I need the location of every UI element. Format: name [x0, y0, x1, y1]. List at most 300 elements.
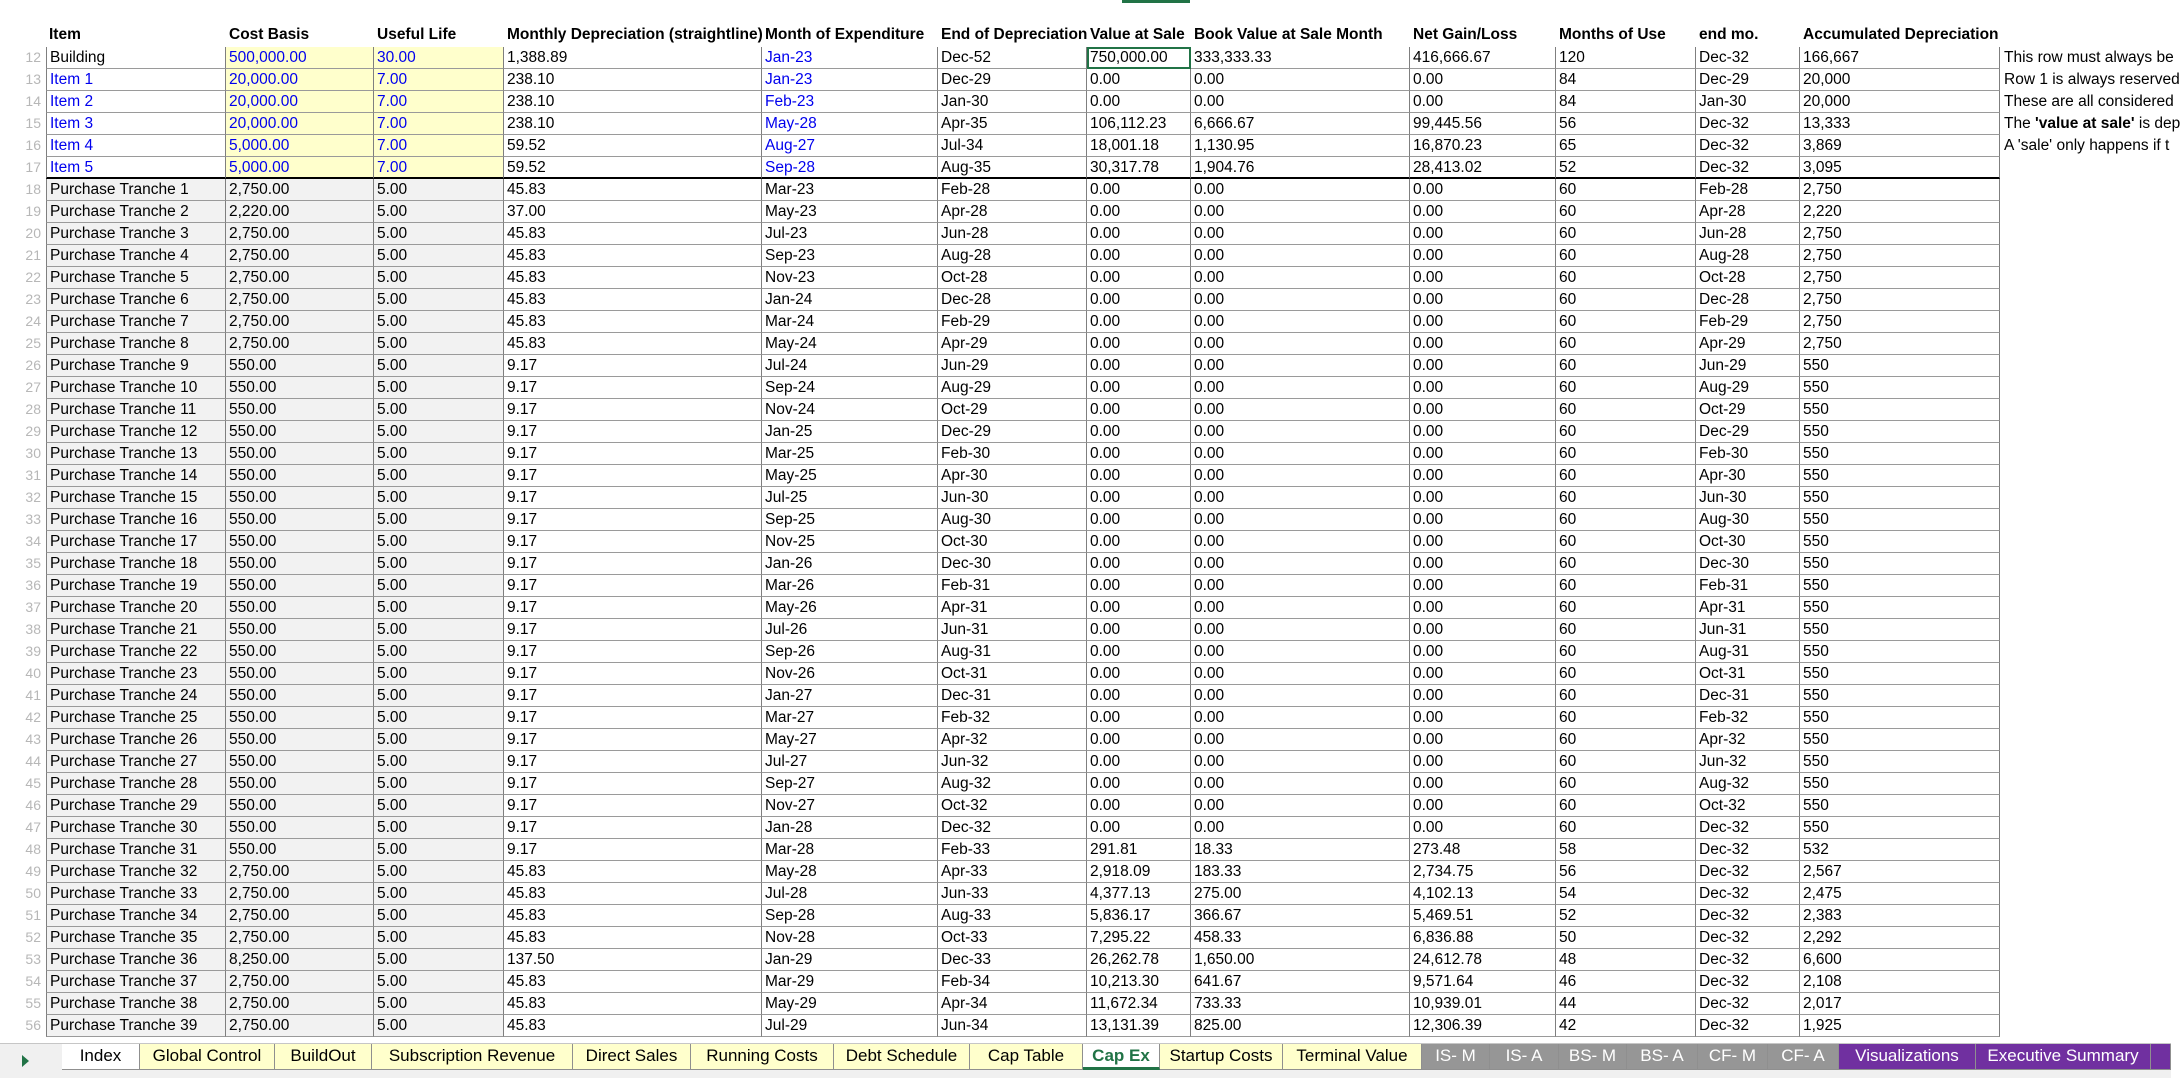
cell-value-at-sale[interactable]: 0.00 [1087, 399, 1191, 421]
cell-month-of-expenditure[interactable]: Jul-26 [762, 619, 938, 641]
cell-month-of-expenditure[interactable]: Jan-27 [762, 685, 938, 707]
cell-value-at-sale[interactable]: 18,001.18 [1087, 135, 1191, 157]
cell-value-at-sale[interactable]: 0.00 [1087, 421, 1191, 443]
tab-buildout[interactable]: BuildOut [275, 1044, 372, 1070]
cell-end-month[interactable]: Dec-32 [1696, 157, 1800, 179]
cell-months-of-use[interactable]: 60 [1556, 245, 1696, 267]
cell-month-of-expenditure[interactable]: May-29 [762, 993, 938, 1015]
cell-item[interactable]: Purchase Tranche 30 [46, 817, 226, 839]
cell-value-at-sale[interactable]: 0.00 [1087, 531, 1191, 553]
cell-months-of-use[interactable]: 60 [1556, 553, 1696, 575]
tab-index[interactable]: Index [62, 1044, 140, 1070]
cell-useful-life[interactable]: 5.00 [374, 927, 504, 949]
row-number[interactable]: 49 [25, 863, 41, 879]
cell-item[interactable]: Purchase Tranche 10 [46, 377, 226, 399]
cell-end-of-depreciation[interactable]: Dec-33 [938, 949, 1087, 971]
cell-end-month[interactable]: Dec-32 [1696, 817, 1800, 839]
cell-accumulated-depreciation[interactable]: 550 [1800, 707, 2000, 729]
cell-item[interactable]: Purchase Tranche 21 [46, 619, 226, 641]
row-number[interactable]: 28 [25, 401, 41, 417]
cell-net-gain-loss[interactable]: 24,612.78 [1410, 949, 1556, 971]
cell-value-at-sale[interactable]: 0.00 [1087, 245, 1191, 267]
cell-monthly-depreciation[interactable]: 9.17 [504, 355, 762, 377]
cell-month-of-expenditure[interactable]: Nov-23 [762, 267, 938, 289]
cell-end-of-depreciation[interactable]: Oct-33 [938, 927, 1087, 949]
cell-end-of-depreciation[interactable]: Feb-34 [938, 971, 1087, 993]
cell-end-of-depreciation[interactable]: Apr-29 [938, 333, 1087, 355]
cell-end-month[interactable]: Aug-28 [1696, 245, 1800, 267]
row-number[interactable]: 54 [25, 973, 41, 989]
cell-net-gain-loss[interactable]: 0.00 [1410, 663, 1556, 685]
cell-useful-life[interactable]: 5.00 [374, 267, 504, 289]
cell-cost-basis[interactable]: 8,250.00 [226, 949, 374, 971]
cell-useful-life[interactable]: 5.00 [374, 245, 504, 267]
cell-useful-life[interactable]: 5.00 [374, 465, 504, 487]
cell-item[interactable]: Purchase Tranche 15 [46, 487, 226, 509]
cell-end-of-depreciation[interactable]: Apr-34 [938, 993, 1087, 1015]
cell-months-of-use[interactable]: 60 [1556, 641, 1696, 663]
cell-end-month[interactable]: Jun-32 [1696, 751, 1800, 773]
cell-cost-basis[interactable]: 550.00 [226, 817, 374, 839]
cell-book-value[interactable]: 0.00 [1191, 685, 1410, 707]
cell-net-gain-loss[interactable]: 416,666.67 [1410, 47, 1556, 69]
row-number[interactable]: 55 [25, 995, 41, 1011]
cell-month-of-expenditure[interactable]: May-25 [762, 465, 938, 487]
cell-months-of-use[interactable]: 65 [1556, 135, 1696, 157]
cell-monthly-depreciation[interactable]: 137.50 [504, 949, 762, 971]
cell-end-month[interactable]: Dec-32 [1696, 993, 1800, 1015]
cell-net-gain-loss[interactable]: 0.00 [1410, 465, 1556, 487]
cell-item[interactable]: Purchase Tranche 32 [46, 861, 226, 883]
cell-monthly-depreciation[interactable]: 45.83 [504, 861, 762, 883]
cell-cost-basis[interactable]: 550.00 [226, 751, 374, 773]
cell-end-of-depreciation[interactable]: Feb-30 [938, 443, 1087, 465]
cell-monthly-depreciation[interactable]: 9.17 [504, 817, 762, 839]
cell-monthly-depreciation[interactable]: 9.17 [504, 839, 762, 861]
cell-monthly-depreciation[interactable]: 59.52 [504, 157, 762, 179]
header-accumulated-depreciation[interactable]: Accumulated Depreciation [1803, 26, 1999, 43]
row-number[interactable]: 23 [25, 291, 41, 307]
cell-monthly-depreciation[interactable]: 9.17 [504, 399, 762, 421]
cell-book-value[interactable]: 0.00 [1191, 597, 1410, 619]
cell-book-value[interactable]: 0.00 [1191, 575, 1410, 597]
cell-cost-basis[interactable]: 2,750.00 [226, 179, 374, 201]
cell-net-gain-loss[interactable]: 0.00 [1410, 597, 1556, 619]
cell-monthly-depreciation[interactable]: 45.83 [504, 993, 762, 1015]
cell-value-at-sale[interactable]: 0.00 [1087, 663, 1191, 685]
cell-useful-life[interactable]: 5.00 [374, 773, 504, 795]
cell-value-at-sale[interactable]: 26,262.78 [1087, 949, 1191, 971]
cell-month-of-expenditure[interactable]: Nov-28 [762, 927, 938, 949]
cell-net-gain-loss[interactable]: 0.00 [1410, 685, 1556, 707]
cell-months-of-use[interactable]: 44 [1556, 993, 1696, 1015]
cell-month-of-expenditure[interactable]: Mar-27 [762, 707, 938, 729]
row-number[interactable]: 32 [25, 489, 41, 505]
tab-startup-costs[interactable]: Startup Costs [1160, 1044, 1283, 1070]
cell-item[interactable]: Purchase Tranche 8 [46, 333, 226, 355]
row-number[interactable]: 20 [25, 225, 41, 241]
cell-end-month[interactable]: Oct-30 [1696, 531, 1800, 553]
cell-useful-life[interactable]: 7.00 [374, 135, 504, 157]
cell-cost-basis[interactable]: 550.00 [226, 729, 374, 751]
cell-value-at-sale[interactable]: 0.00 [1087, 289, 1191, 311]
cell-month-of-expenditure[interactable]: Nov-26 [762, 663, 938, 685]
row-number[interactable]: 36 [25, 577, 41, 593]
cell-end-of-depreciation[interactable]: Oct-32 [938, 795, 1087, 817]
cell-useful-life[interactable]: 5.00 [374, 377, 504, 399]
cell-end-month[interactable]: Feb-31 [1696, 575, 1800, 597]
cell-item[interactable]: Purchase Tranche 25 [46, 707, 226, 729]
tab-overflow[interactable] [2151, 1044, 2171, 1070]
cell-end-month[interactable]: Jan-30 [1696, 91, 1800, 113]
cell-cost-basis[interactable]: 550.00 [226, 377, 374, 399]
cell-end-of-depreciation[interactable]: Jun-34 [938, 1015, 1087, 1037]
cell-month-of-expenditure[interactable]: Mar-23 [762, 179, 938, 201]
tab-bs-m[interactable]: BS- M [1559, 1044, 1627, 1070]
cell-monthly-depreciation[interactable]: 9.17 [504, 531, 762, 553]
cell-cost-basis[interactable]: 2,750.00 [226, 223, 374, 245]
cell-accumulated-depreciation[interactable]: 550 [1800, 575, 2000, 597]
cell-month-of-expenditure[interactable]: May-26 [762, 597, 938, 619]
cell-book-value[interactable]: 0.00 [1191, 663, 1410, 685]
cell-months-of-use[interactable]: 52 [1556, 905, 1696, 927]
cell-net-gain-loss[interactable]: 0.00 [1410, 707, 1556, 729]
cell-accumulated-depreciation[interactable]: 2,750 [1800, 245, 2000, 267]
cell-value-at-sale[interactable]: 7,295.22 [1087, 927, 1191, 949]
cell-end-of-depreciation[interactable]: Dec-31 [938, 685, 1087, 707]
header-value-at-sale[interactable]: Value at Sale [1090, 26, 1185, 43]
cell-cost-basis[interactable]: 2,750.00 [226, 267, 374, 289]
cell-accumulated-depreciation[interactable]: 166,667 [1800, 47, 2000, 69]
cell-accumulated-depreciation[interactable]: 550 [1800, 597, 2000, 619]
cell-months-of-use[interactable]: 60 [1556, 421, 1696, 443]
cell-accumulated-depreciation[interactable]: 2,567 [1800, 861, 2000, 883]
cell-accumulated-depreciation[interactable]: 550 [1800, 553, 2000, 575]
tab-debt-schedule[interactable]: Debt Schedule [834, 1044, 970, 1070]
cell-month-of-expenditure[interactable]: Jan-28 [762, 817, 938, 839]
cell-book-value[interactable]: 458.33 [1191, 927, 1410, 949]
cell-net-gain-loss[interactable]: 0.00 [1410, 289, 1556, 311]
cell-monthly-depreciation[interactable]: 9.17 [504, 487, 762, 509]
cell-useful-life[interactable]: 7.00 [374, 157, 504, 179]
cell-accumulated-depreciation[interactable]: 550 [1800, 773, 2000, 795]
cell-end-month[interactable]: Dec-29 [1696, 421, 1800, 443]
header-book-value[interactable]: Book Value at Sale Month [1194, 26, 1383, 43]
row-number[interactable]: 38 [25, 621, 41, 637]
cell-accumulated-depreciation[interactable]: 532 [1800, 839, 2000, 861]
cell-cost-basis[interactable]: 550.00 [226, 619, 374, 641]
cell-months-of-use[interactable]: 60 [1556, 487, 1696, 509]
cell-cost-basis[interactable]: 550.00 [226, 839, 374, 861]
cell-value-at-sale[interactable]: 0.00 [1087, 465, 1191, 487]
cell-months-of-use[interactable]: 58 [1556, 839, 1696, 861]
cell-month-of-expenditure[interactable]: Feb-23 [762, 91, 938, 113]
tab-subscription-revenue[interactable]: Subscription Revenue [372, 1044, 573, 1070]
cell-book-value[interactable]: 0.00 [1191, 443, 1410, 465]
cell-end-of-depreciation[interactable]: Jun-31 [938, 619, 1087, 641]
header-monthly-depreciation[interactable]: Monthly Depreciation (straightline) [507, 26, 763, 43]
cell-end-of-depreciation[interactable]: Aug-29 [938, 377, 1087, 399]
cell-net-gain-loss[interactable]: 0.00 [1410, 421, 1556, 443]
cell-end-of-depreciation[interactable]: Feb-32 [938, 707, 1087, 729]
cell-cost-basis[interactable]: 2,220.00 [226, 201, 374, 223]
cell-month-of-expenditure[interactable]: Jul-29 [762, 1015, 938, 1037]
row-number[interactable]: 53 [25, 951, 41, 967]
cell-month-of-expenditure[interactable]: May-28 [762, 861, 938, 883]
cell-useful-life[interactable]: 5.00 [374, 443, 504, 465]
header-net-gain-loss[interactable]: Net Gain/Loss [1413, 26, 1518, 43]
cell-monthly-depreciation[interactable]: 45.83 [504, 311, 762, 333]
cell-month-of-expenditure[interactable]: Sep-28 [762, 905, 938, 927]
cell-monthly-depreciation[interactable]: 9.17 [504, 707, 762, 729]
cell-cost-basis[interactable]: 2,750.00 [226, 1015, 374, 1037]
row-number[interactable]: 19 [25, 203, 41, 219]
cell-end-month[interactable]: Feb-28 [1696, 179, 1800, 201]
cell-book-value[interactable]: 0.00 [1191, 531, 1410, 553]
cell-end-of-depreciation[interactable]: Oct-29 [938, 399, 1087, 421]
row-number[interactable]: 25 [25, 335, 41, 351]
row-number[interactable]: 22 [25, 269, 41, 285]
row-number[interactable]: 24 [25, 313, 41, 329]
cell-months-of-use[interactable]: 60 [1556, 795, 1696, 817]
cell-item[interactable]: Purchase Tranche 7 [46, 311, 226, 333]
cell-item[interactable]: Purchase Tranche 12 [46, 421, 226, 443]
cell-months-of-use[interactable]: 60 [1556, 707, 1696, 729]
cell-book-value[interactable]: 825.00 [1191, 1015, 1410, 1037]
cell-net-gain-loss[interactable]: 0.00 [1410, 355, 1556, 377]
cell-value-at-sale[interactable]: 0.00 [1087, 311, 1191, 333]
row-number[interactable]: 52 [25, 929, 41, 945]
cell-months-of-use[interactable]: 60 [1556, 773, 1696, 795]
cell-accumulated-depreciation[interactable]: 550 [1800, 685, 2000, 707]
tab-cap-table[interactable]: Cap Table [970, 1044, 1083, 1070]
cell-value-at-sale[interactable]: 0.00 [1087, 773, 1191, 795]
cell-months-of-use[interactable]: 60 [1556, 267, 1696, 289]
cell-item[interactable]: Purchase Tranche 27 [46, 751, 226, 773]
cell-accumulated-depreciation[interactable]: 1,925 [1800, 1015, 2000, 1037]
cell-net-gain-loss[interactable]: 0.00 [1410, 531, 1556, 553]
cell-months-of-use[interactable]: 56 [1556, 861, 1696, 883]
cell-month-of-expenditure[interactable]: Jul-23 [762, 223, 938, 245]
row-number[interactable]: 15 [25, 115, 41, 131]
row-number[interactable]: 17 [25, 159, 41, 175]
row-number[interactable]: 42 [25, 709, 41, 725]
cell-item[interactable]: Purchase Tranche 31 [46, 839, 226, 861]
cell-net-gain-loss[interactable]: 0.00 [1410, 245, 1556, 267]
cell-item[interactable]: Building [46, 47, 226, 69]
row-number[interactable]: 51 [25, 907, 41, 923]
cell-end-month[interactable]: Jun-31 [1696, 619, 1800, 641]
tab-direct-sales[interactable]: Direct Sales [573, 1044, 691, 1070]
cell-useful-life[interactable]: 5.00 [374, 971, 504, 993]
cell-accumulated-depreciation[interactable]: 550 [1800, 443, 2000, 465]
cell-accumulated-depreciation[interactable]: 6,600 [1800, 949, 2000, 971]
cell-end-month[interactable]: Dec-32 [1696, 905, 1800, 927]
cell-end-month[interactable]: Dec-32 [1696, 135, 1800, 157]
cell-net-gain-loss[interactable]: 0.00 [1410, 817, 1556, 839]
cell-month-of-expenditure[interactable]: Jan-23 [762, 69, 938, 91]
cell-month-of-expenditure[interactable]: Jul-27 [762, 751, 938, 773]
cell-net-gain-loss[interactable]: 0.00 [1410, 729, 1556, 751]
cell-cost-basis[interactable]: 20,000.00 [226, 91, 374, 113]
cell-cost-basis[interactable]: 550.00 [226, 399, 374, 421]
cell-cost-basis[interactable]: 550.00 [226, 795, 374, 817]
cell-monthly-depreciation[interactable]: 59.52 [504, 135, 762, 157]
cell-months-of-use[interactable]: 60 [1556, 333, 1696, 355]
cell-monthly-depreciation[interactable]: 45.83 [504, 927, 762, 949]
cell-end-of-depreciation[interactable]: Aug-31 [938, 641, 1087, 663]
cell-value-at-sale[interactable]: 11,672.34 [1087, 993, 1191, 1015]
cell-monthly-depreciation[interactable]: 9.17 [504, 641, 762, 663]
cell-monthly-depreciation[interactable]: 9.17 [504, 443, 762, 465]
cell-month-of-expenditure[interactable]: Nov-27 [762, 795, 938, 817]
cell-month-of-expenditure[interactable]: Sep-26 [762, 641, 938, 663]
cell-accumulated-depreciation[interactable]: 2,750 [1800, 333, 2000, 355]
cell-end-month[interactable]: Feb-30 [1696, 443, 1800, 465]
cell-item[interactable]: Purchase Tranche 18 [46, 553, 226, 575]
cell-cost-basis[interactable]: 550.00 [226, 421, 374, 443]
cell-months-of-use[interactable]: 60 [1556, 377, 1696, 399]
cell-net-gain-loss[interactable]: 0.00 [1410, 773, 1556, 795]
row-number[interactable]: 47 [25, 819, 41, 835]
cell-end-of-depreciation[interactable]: Dec-29 [938, 69, 1087, 91]
cell-end-month[interactable]: Jun-28 [1696, 223, 1800, 245]
cell-useful-life[interactable]: 5.00 [374, 311, 504, 333]
cell-useful-life[interactable]: 5.00 [374, 619, 504, 641]
cell-value-at-sale[interactable]: 0.00 [1087, 751, 1191, 773]
cell-value-at-sale[interactable]: 0.00 [1087, 443, 1191, 465]
cell-end-of-depreciation[interactable]: Oct-28 [938, 267, 1087, 289]
cell-months-of-use[interactable]: 54 [1556, 883, 1696, 905]
cell-book-value[interactable]: 0.00 [1191, 201, 1410, 223]
cell-month-of-expenditure[interactable]: Sep-25 [762, 509, 938, 531]
cell-months-of-use[interactable]: 60 [1556, 751, 1696, 773]
cell-accumulated-depreciation[interactable]: 550 [1800, 729, 2000, 751]
cell-item[interactable]: Purchase Tranche 38 [46, 993, 226, 1015]
cell-months-of-use[interactable]: 42 [1556, 1015, 1696, 1037]
cell-end-of-depreciation[interactable]: Aug-28 [938, 245, 1087, 267]
cell-accumulated-depreciation[interactable]: 550 [1800, 641, 2000, 663]
cell-cost-basis[interactable]: 550.00 [226, 641, 374, 663]
cell-end-month[interactable]: Dec-31 [1696, 685, 1800, 707]
cell-book-value[interactable]: 0.00 [1191, 399, 1410, 421]
cell-book-value[interactable]: 0.00 [1191, 465, 1410, 487]
cell-book-value[interactable]: 0.00 [1191, 69, 1410, 91]
cell-book-value[interactable]: 0.00 [1191, 509, 1410, 531]
cell-item[interactable]: Purchase Tranche 37 [46, 971, 226, 993]
cell-month-of-expenditure[interactable]: Sep-24 [762, 377, 938, 399]
cell-useful-life[interactable]: 5.00 [374, 817, 504, 839]
cell-accumulated-depreciation[interactable]: 2,017 [1800, 993, 2000, 1015]
cell-value-at-sale[interactable]: 0.00 [1087, 795, 1191, 817]
cell-end-of-depreciation[interactable]: Oct-30 [938, 531, 1087, 553]
cell-book-value[interactable]: 0.00 [1191, 751, 1410, 773]
cell-item[interactable]: Item 2 [46, 91, 226, 113]
cell-accumulated-depreciation[interactable]: 2,292 [1800, 927, 2000, 949]
cell-item[interactable]: Purchase Tranche 34 [46, 905, 226, 927]
cell-end-of-depreciation[interactable]: Oct-31 [938, 663, 1087, 685]
cell-book-value[interactable]: 0.00 [1191, 421, 1410, 443]
cell-months-of-use[interactable]: 60 [1556, 685, 1696, 707]
row-number[interactable]: 48 [25, 841, 41, 857]
cell-net-gain-loss[interactable]: 0.00 [1410, 509, 1556, 531]
cell-end-of-depreciation[interactable]: Feb-29 [938, 311, 1087, 333]
cell-net-gain-loss[interactable]: 0.00 [1410, 619, 1556, 641]
cell-accumulated-depreciation[interactable]: 550 [1800, 421, 2000, 443]
cell-month-of-expenditure[interactable]: Mar-26 [762, 575, 938, 597]
cell-accumulated-depreciation[interactable]: 2,750 [1800, 267, 2000, 289]
cell-monthly-depreciation[interactable]: 9.17 [504, 553, 762, 575]
cell-monthly-depreciation[interactable]: 1,388.89 [504, 47, 762, 69]
cell-item[interactable]: Purchase Tranche 19 [46, 575, 226, 597]
cell-end-month[interactable]: Oct-29 [1696, 399, 1800, 421]
tab-cf-m[interactable]: CF- M [1698, 1044, 1768, 1070]
cell-net-gain-loss[interactable]: 0.00 [1410, 201, 1556, 223]
cell-end-month[interactable]: Oct-28 [1696, 267, 1800, 289]
cell-useful-life[interactable]: 5.00 [374, 795, 504, 817]
cell-net-gain-loss[interactable]: 0.00 [1410, 487, 1556, 509]
cell-useful-life[interactable]: 30.00 [374, 47, 504, 69]
cell-cost-basis[interactable]: 2,750.00 [226, 289, 374, 311]
row-number[interactable]: 43 [25, 731, 41, 747]
cell-end-of-depreciation[interactable]: Jun-29 [938, 355, 1087, 377]
cell-net-gain-loss[interactable]: 0.00 [1410, 377, 1556, 399]
cell-book-value[interactable]: 18.33 [1191, 839, 1410, 861]
cell-useful-life[interactable]: 5.00 [374, 179, 504, 201]
cell-end-of-depreciation[interactable]: Apr-30 [938, 465, 1087, 487]
cell-monthly-depreciation[interactable]: 9.17 [504, 663, 762, 685]
cell-monthly-depreciation[interactable]: 37.00 [504, 201, 762, 223]
cell-month-of-expenditure[interactable]: May-24 [762, 333, 938, 355]
cell-item[interactable]: Purchase Tranche 22 [46, 641, 226, 663]
tab-cf-a[interactable]: CF- A [1768, 1044, 1839, 1070]
cell-end-of-depreciation[interactable]: Aug-30 [938, 509, 1087, 531]
cell-book-value[interactable]: 0.00 [1191, 91, 1410, 113]
cell-end-month[interactable]: Dec-32 [1696, 839, 1800, 861]
cell-useful-life[interactable]: 7.00 [374, 69, 504, 91]
cell-useful-life[interactable]: 5.00 [374, 575, 504, 597]
cell-net-gain-loss[interactable]: 6,836.88 [1410, 927, 1556, 949]
cell-net-gain-loss[interactable]: 0.00 [1410, 443, 1556, 465]
cell-accumulated-depreciation[interactable]: 550 [1800, 509, 2000, 531]
cell-item[interactable]: Purchase Tranche 26 [46, 729, 226, 751]
cell-accumulated-depreciation[interactable]: 2,750 [1800, 311, 2000, 333]
row-number[interactable]: 46 [25, 797, 41, 813]
cell-end-of-depreciation[interactable]: Apr-28 [938, 201, 1087, 223]
cell-cost-basis[interactable]: 2,750.00 [226, 333, 374, 355]
cell-end-month[interactable]: Dec-28 [1696, 289, 1800, 311]
cell-value-at-sale[interactable]: 0.00 [1087, 619, 1191, 641]
cell-end-month[interactable]: Feb-29 [1696, 311, 1800, 333]
row-number[interactable]: 12 [25, 49, 41, 65]
cell-monthly-depreciation[interactable]: 45.83 [504, 267, 762, 289]
cell-value-at-sale[interactable]: 0.00 [1087, 377, 1191, 399]
cell-monthly-depreciation[interactable]: 45.83 [504, 245, 762, 267]
cell-item[interactable]: Purchase Tranche 28 [46, 773, 226, 795]
cell-month-of-expenditure[interactable]: May-28 [762, 113, 938, 135]
cell-months-of-use[interactable]: 60 [1556, 179, 1696, 201]
cell-end-of-depreciation[interactable]: Feb-33 [938, 839, 1087, 861]
cell-book-value[interactable]: 183.33 [1191, 861, 1410, 883]
cell-net-gain-loss[interactable]: 0.00 [1410, 311, 1556, 333]
cell-monthly-depreciation[interactable]: 238.10 [504, 69, 762, 91]
cell-months-of-use[interactable]: 120 [1556, 47, 1696, 69]
cell-accumulated-depreciation[interactable]: 2,750 [1800, 223, 2000, 245]
cell-accumulated-depreciation[interactable]: 550 [1800, 465, 2000, 487]
cell-item[interactable]: Purchase Tranche 20 [46, 597, 226, 619]
cell-cost-basis[interactable]: 550.00 [226, 465, 374, 487]
cell-book-value[interactable]: 366.67 [1191, 905, 1410, 927]
